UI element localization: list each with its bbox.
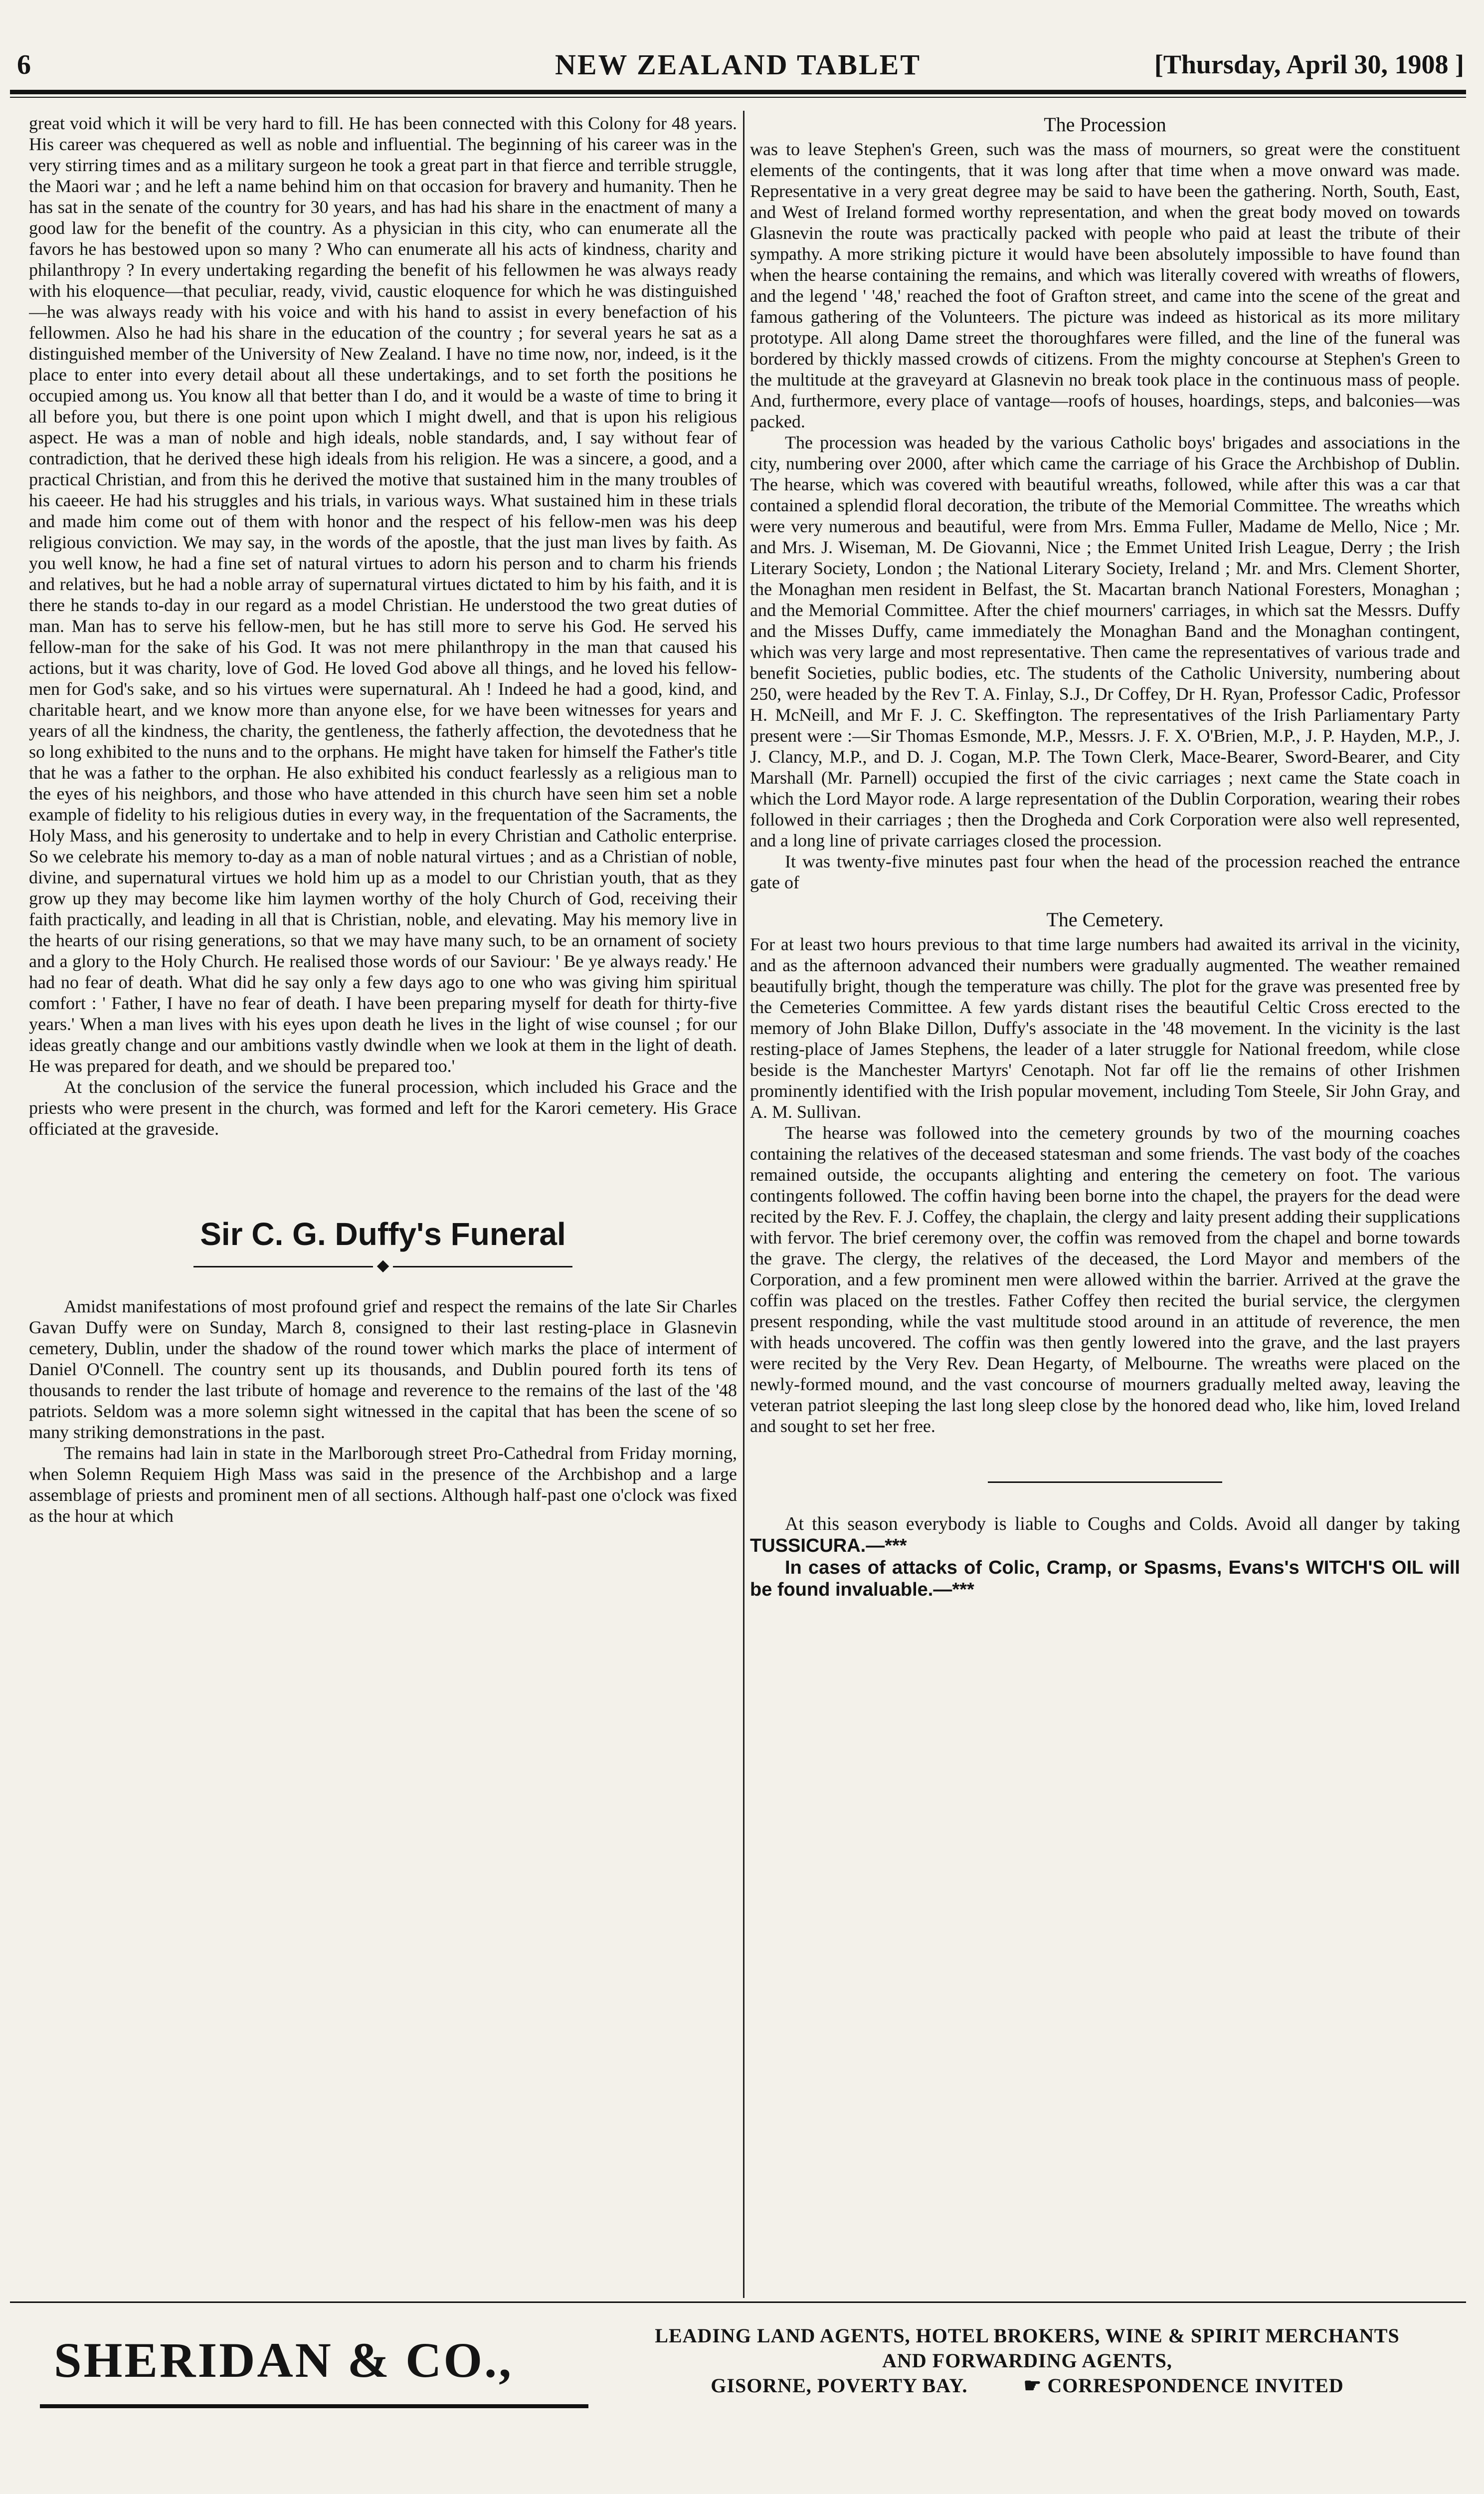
article-headline: Sir C. G. Duffy's Funeral	[200, 1216, 566, 1252]
subhead-procession: The Procession	[1044, 113, 1166, 136]
left-column	[29, 113, 737, 2292]
page-header	[10, 46, 1466, 87]
funeral-paragraph: The remains had lain in state in the Marlborough street Pro-Cathedral from Friday morning, when Solemn Requiem High Mass was said in the presence of the Archbishop and a large assemblage of priests and prominent men of all sections. Although half-past one o'clock was fixed as the hour at which	[29, 1443, 737, 1526]
cemetery-section	[750, 934, 1460, 1437]
cemetery-paragraph: The hearse was followed into the cemetery grounds by two of the mourning coaches containing the relatives of the deceased statesman and some friends. The vast body of the coaches remained outside, the occupants alighting and entering the cemetery on foot. The various contingents followed. The coffin having been borne into the chapel, the prayers for the dead were recited by the Rev. F. J. Coffey, the chaplain, the clergy and laity present adding their supplications with fervor. The brief ceremony over, the coffin was removed from the chapel and borne towards the grave. The clergy, the relatives of the deceased, the Lord Mayor and members of the Corporation, and a few prominent men were allowed within the barrier. Arrived at the grave the coffin was placed on the trestles. Father Coffey then recited the burial service, the clergymen present responding, while the vast multitude stood around in an attitude of reverence, the men with heads uncovered. The coffin was then gently lowered into the grave, and the last prayers were recited by the Very Rev. Dean Hegarty, of Melbourne. The wreaths were placed on the newly-formed mound, and the vast concourse of mourners gradually melted away, leaving the veteran patriot sleeping the last long sleep close by the honored dead who, like him, loved Ireland and sought to set her free.	[750, 1123, 1460, 1436]
advertiser-name: SHERIDAN & CO.,	[54, 2332, 514, 2388]
tussicura-text: At this season everybody is liable to Coughs and Colds. Avoid all danger by taking	[785, 1513, 1460, 1534]
advert-notices	[750, 1513, 1460, 1601]
advert-details	[598, 2323, 1456, 2398]
diamond-icon: ◆	[376, 1256, 389, 1274]
witchs-oil-text: In cases of attacks of Colic, Cramp, or Spasms, Evans's WITCH'S OIL will be found invaluable.—***	[750, 1557, 1460, 1600]
sheridan-advert	[10, 2309, 1466, 2449]
tussicura-notice	[750, 1513, 1460, 1557]
column-divider	[743, 111, 744, 2298]
right-column	[750, 113, 1460, 2292]
ornament-rule-left	[193, 1266, 373, 1267]
page-number: 6	[17, 49, 31, 80]
advert-location: GISORNE, POVERTY BAY.	[711, 2374, 968, 2397]
footer-rule	[10, 2301, 1466, 2303]
header-rule	[10, 90, 1466, 94]
witchs-oil-notice	[750, 1557, 1460, 1601]
issue-date: [Thursday, April 30, 1908 ]	[1154, 49, 1464, 79]
advert-correspondence: CORRESPONDENCE INVITED	[1047, 2374, 1344, 2397]
pointing-hand-icon: ☛	[1023, 2374, 1042, 2397]
procession-paragraph: The procession was headed by the various Catholic boys' brigades and associations in the city, numbering over 2000, after which came the carriage of his Grace the Archbishop of Dublin. The hearse, which was covered with beautiful wreaths, followed, while after this was a car that contained a splendid floral decoration, the tribute of the Memorial Committee. The wreaths which were very numerous and beautiful, were from Mrs. Emma Fuller, Madame de Mello, Nice ; Mr. and Mrs. J. Wiseman, M. De Giovanni, Nice ; the Emmet United Irish League, Derry ; the Irish Literary Society, London ; the National Literary Society, Ireland ; Mr. and Mrs. Clement Shorter, the Monaghan men resident in Belfast, the St. Macartan branch National Foresters, Monaghan ; and the Memorial Committee. After the chief mourners' carriages, in which sat the Messrs. Duffy and the Misses Duffy, came immediately the Monaghan Band and the Monaghan contingent, which was very large and most representative. Then came the representatives of various trade and benefit Societies, public bodies, etc. The students of the Catholic University, numbering about 250, were headed by the Rev T. A. Finlay, S.J., Dr Coffey, Dr H. Ryan, Professor Cadic, Professor H. McNeill, and Mr F. J. C. Skeffington. The representatives of the Irish Parliamentary Party present were :—Sir Thomas Esmonde, M.P., Messrs. J. F. X. O'Brien, M.P., J. P. Hayden, M.P., J. J. Clancy, M.P., and D. J. Cogan, M.P. The Town Clerk, Mace-Bearer, Sword-Bearer, and City Marshall (Mr. Parnell) occupied the first of the civic carriages ; next came the State coach in which the Lord Mayor rode. A large representation of the Dublin Corporation, wearing their robes followed in their carriages ; then the Drogheda and Cork Corporation were also well represented, and a long line of private carriages closed the procession.	[750, 432, 1460, 850]
cemetery-paragraph: For at least two hours previous to that time large numbers had awaited its arrival in the vicinity, and as the afternoon advanced their numbers were gradually augmented. The weather remained beautifully bright, though the temperature was chilly. The plot for the grave was presented free by the Cemeteries Committee. A few yards distant rises the beautiful Celtic Cross erected to the memory of John Blake Dillon, Duffy's associate in the '48 movement. In the vicinity is the last resting-place of James Stephens, the leader of a later struggle for National freedom, while close beside is the Manchester Martyrs' Cenotaph. Not far off lie the remains of other Irishmen prominently identified with the Irish popular movement, including Tom Steele, Sir John Gray, and A. M. Sullivan.	[750, 934, 1460, 1122]
headline-ornament	[29, 1257, 737, 1273]
procession-paragraph: was to leave Stephen's Green, such was the mass of mourners, so great were the constituent elements of the contingents, that it was long after that time when a move onward was made. Representative in a very great degree may be said to have been the gathering. North, South, East, and West of Ireland formed worthy representation, and when the great body moved on towards Glasnevin the route was practically packed with people who paid at least the tribute of their sympathy. A more striking picture it would have been absolutely impossible to have found than when the hearse containing the remains, and which was literally covered with wreaths of flowers, and the legend ' '48,' reached the foot of Grafton street, and came into the scene of the great and famous gathering of the Volunteers. The picture was indeed as historical as its more military prototype. All along Dame street the thoroughfares were filled, and the line of the funeral was bordered by thickly massed crowds of citizens. From the mighty concourse at Stephen's Green to the multitude at the graveyard at Glasnevin no break took place in the continuous mass of people. And, furthermore, every place of vantage—roofs of houses, hoardings, steps, and balconies—was packed.	[750, 139, 1460, 431]
tussicura-name: TUSSICURA.—***	[750, 1535, 907, 1556]
funeral-paragraph: Amidst manifestations of most profound grief and respect the remains of the late Sir Charles Gavan Duffy were on Sunday, March 8, consigned to their last resting-place in Glasnevin cemetery, Dublin, under the shadow of the round tower which marks the place of interment of Daniel O'Connell. The country sent up its thousands, and Dublin poured forth its tens of thousands to render the last tribute of homage and reverence to the remains of the last of the '48 patriots. Seldom was a more solemn sight witnessed in the capital that has been the scene of so many striking demonstrations in the past.	[29, 1296, 737, 1442]
ornament-rule-right	[393, 1266, 572, 1267]
advertiser-underline	[40, 2404, 588, 2408]
sermon-paragraph: great void which it will be very hard to fill. He has been connected with this Colony for 48 years. His career was chequered as well as noble and influential. The beginning of his career was in the very stirring times and as a military surgeon he took a great part in that fierce and terrible struggle, the Maori war ; and he left a name behind him on that occasion for bravery and humanity. Then he has sat in the senate of the country for 30 years, and has had his share in the enactment of many a good law for the benefit of the country. As a physician in this city, who can enumerate all the favors he has bestowed upon so many ? Who can enumerate all his acts of kindness, charity and philanthropy ? In every undertaking regarding the benefit of his fellowmen he was always ready with his eloquence—that peculiar, ready, vivid, caustic eloquence for which he was distinguished—he was always ready with his voice and with his hand to assist in every benefaction of his fellowmen. Also he had his share in the education of the country ; for several years he sat as a distinguished member of the University of New Zealand. I have no time now, nor, indeed, is it the place to enter into every detail about all these undertakings, and to set forth the positions he occupied among us. You know all that better than I do, and it would be a waste of time to bring it all before you, but there is one point upon which I might dwell, and that is upon his religious aspect. He was a man of noble and high ideals, noble standards, and, I say without fear of contradiction, that he derived these high ideals from his religion. He was a sincere, a good, and a practical Christian, and from this he derived the motive that sustained him in the many troubles of his caeeer. He had his struggles and his trials, in various ways. What sustained him in these trials and made him come out of them with honor and the respect of his fellow-men was his deep religious conviction. We may say, in the words of the apostle, that the just man lives by faith. As you well know, he had a fine set of natural virtues to adorn his person and to charm his friends and relatives, but he had a noble array of supernatural virtues dictated to him by his faith, and it is there he stands to-day in our regard as a model Christian. He understood the two great duties of man. Man has to serve his fellow-men, but he has still more to serve his God. He served his fellow-man for the sake of his God. It was not mere philanthropy in the man that caused his actions, but it was charity, love of God. He loved God above all things, and he loved his fellow-men for God's sake, and so his virtues were supernatural. Ah ! Indeed he had a good, kind, and charitable heart, and we know more than anyone else, for we have been witnesses for years and years of all the kindness, the charity, the gentleness, the fatherly affection, the devotedness that he so long exhibited to the nuns and to the orphans. He might have taken for himself the Father's title that he was a father to the orphan. He also exhibited his conduct fearlessly as a religious man to the eyes of his neighbors, and those who have attended in this church have seen him set a noble example of fidelity to his religious duties in every way, in the frequentation of the Sacraments, the Holy Mass, and his generosity to undertake and to help in every Christian and Catholic enterprise. So we celebrate his memory to-day as a man of noble natural virtues ; and as a Christian of noble, divine, and supernatural virtues we hold him up as a model to our Christian youth, that as they grow up they may become like him laymen worthy of the holy Church of God, receiving their faith practically, and leading in all that is Christian, noble, and elevating. May his memory live in the hearts of our rising generations, so that we may have many such, to be an ornament of society and a glory to the Holy Church. He realised those words of our Saviour: ' Be ye always ready.' He had no fear of death. What did he say only a few days ago to one who was giving him spiritual comfort : ' Father, I have no fear of death. I have been preparing myself for death for thirty-five years.' When a man lives with his eyes upon death he lives in the light of wise counsel ; for our ideas greatly change and our ambitions vastly dwindle when we look at them in the light of death. He was prepared for death, and we should be prepared too.'	[29, 113, 737, 1076]
subhead-cemetery: The Cemetery.	[1046, 908, 1164, 931]
sermon-continuation	[29, 113, 737, 1139]
notice-rule	[988, 1481, 1222, 1483]
newspaper-title: NEW ZEALAND TABLET	[555, 48, 922, 81]
conclusion-paragraph: At the conclusion of the service the funeral procession, which included his Grace and the priests who were present in the church, was formed and left for the Karori cemetery. His Grace officiated at the graveside.	[29, 1077, 737, 1139]
procession-paragraph: It was twenty-five minutes past four when the head of the procession reached the entrance gate of	[750, 851, 1460, 892]
header-rule-thin	[10, 97, 1466, 98]
advert-line-3	[598, 2373, 1456, 2398]
advert-line-1: LEADING LAND AGENTS, HOTEL BROKERS, WINE & SPIRIT MERCHANTS	[655, 2324, 1400, 2347]
advert-line-2: AND FORWARDING AGENTS,	[882, 2349, 1172, 2372]
funeral-article	[29, 1296, 737, 1526]
procession-section	[750, 139, 1460, 893]
